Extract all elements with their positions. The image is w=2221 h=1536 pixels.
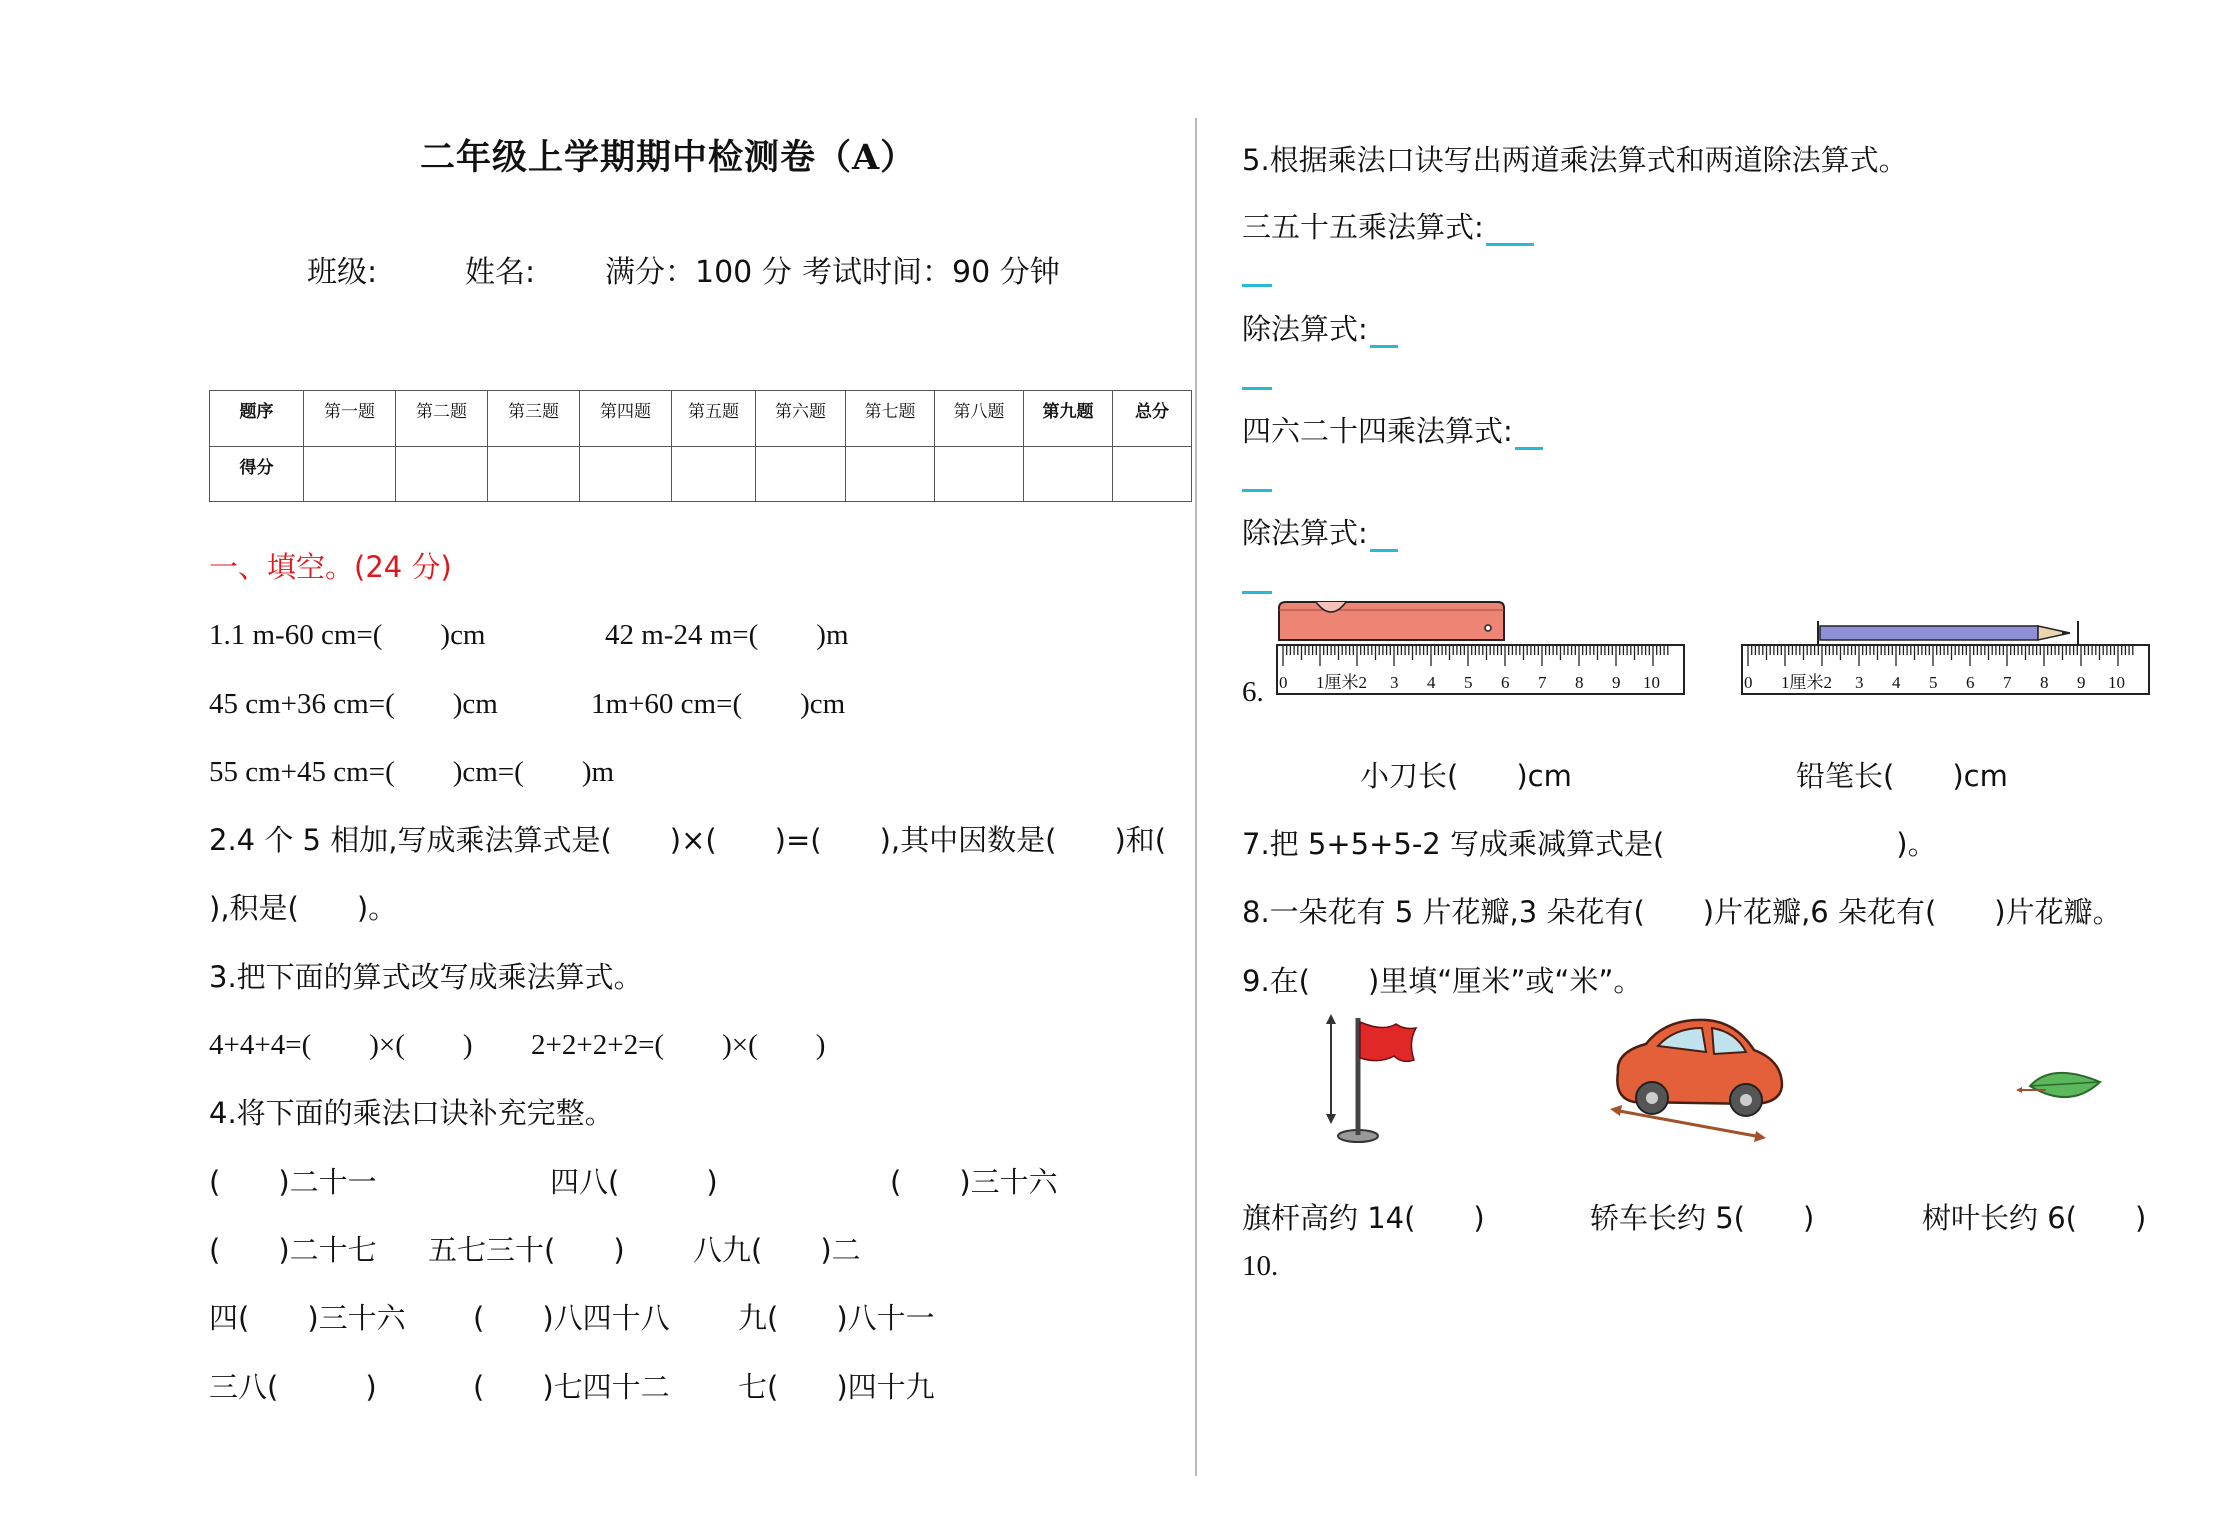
q1-d: 1m+60 cm=( )cm [591, 688, 846, 720]
score-cell[interactable] [756, 447, 846, 502]
score-header-cell: 第六题 [756, 391, 846, 447]
q4-item: ( )八四十八 [473, 1301, 670, 1335]
q4-item: ( )七四十二 [473, 1370, 670, 1404]
q6-number: 6. [1242, 676, 1264, 708]
q3-a: 4+4+4=( )×( ) [209, 1029, 473, 1061]
score-cell[interactable] [396, 447, 488, 502]
ruler-tick-label: 6 [1501, 673, 1510, 692]
score-header-cell: 第八题 [935, 391, 1024, 447]
q5-divide-1 [1242, 307, 1398, 348]
car-label: 轿车长约 5( ) [1590, 1201, 1815, 1235]
score-header-cell: 第一题 [304, 391, 396, 447]
q2-line2: ),积是( )。 [209, 891, 398, 925]
ruler-tick-label: 9 [2077, 673, 2086, 692]
ruler-tick-label: 7 [1538, 673, 1547, 692]
ruler-pencil [1741, 644, 2151, 696]
answer-blank[interactable] [1242, 489, 1272, 492]
score-header-cell: 第五题 [672, 391, 756, 447]
section-heading-fill: 一、填空。(24 分) [209, 550, 452, 584]
q1-c: 45 cm+36 cm=( )cm [209, 688, 498, 720]
page-title: 二年级上学期期中检测卷（A） [420, 137, 917, 178]
ruler-tick-label: 7 [2003, 673, 2012, 692]
car-icon [1606, 1012, 1788, 1144]
ruler-tick-label: 4 [1892, 673, 1901, 692]
q8: 8.一朵花有 5 片花瓣,3 朵花有( )片花瓣,6 朵花有( )片花瓣。 [1242, 895, 2122, 929]
q4-item: 三八( ) [209, 1370, 377, 1404]
score-cell[interactable] [1024, 447, 1113, 502]
q4-item: 八九( )二 [693, 1233, 861, 1267]
q10: 10. [1242, 1250, 1279, 1282]
ruler-tick-label: 5 [1929, 673, 1938, 692]
score-table [209, 390, 1192, 502]
score-cell[interactable] [672, 447, 756, 502]
ruler-tick-label: 0 [1279, 673, 1288, 692]
q3-b: 2+2+2+2=( )×( ) [531, 1029, 826, 1061]
ruler-tick-label: 8 [2040, 673, 2049, 692]
leaf-label: 树叶长约 6( ) [1922, 1201, 2147, 1235]
q1-b: 42 m-24 m=( )m [605, 619, 849, 651]
ruler-tick-label: 0 [1744, 673, 1753, 692]
score-row-label: 得分 [210, 447, 304, 502]
score-header-cell: 第三题 [488, 391, 580, 447]
ruler-tick-label: 9 [1612, 673, 1621, 692]
ruler-tick-label: 1厘米2 [1781, 673, 1832, 692]
q4-item: 七( )四十九 [738, 1370, 935, 1404]
answer-blank[interactable] [1242, 284, 1272, 287]
q4-item: 五七三十( ) [428, 1233, 625, 1267]
ruler-tick-label: 3 [1855, 673, 1864, 692]
leaf-icon [2016, 1060, 2106, 1112]
q5-divide-1-label: 除法算式: [1242, 312, 1368, 346]
q5-multiply-2-label: 四六二十四乘法算式: [1242, 414, 1513, 448]
pencil-icon [1816, 620, 2086, 646]
knife-icon [1276, 600, 1508, 646]
exam-time: 考试时间：90 分钟 [802, 255, 1060, 290]
score-cell[interactable] [304, 447, 396, 502]
score-header-cell: 第七题 [846, 391, 935, 447]
q3-title: 3.把下面的算式改写成乘法算式。 [209, 960, 643, 994]
answer-blank[interactable] [1370, 549, 1398, 552]
q2-line1: 2.4 个 5 相加,写成乘法算式是( )×( )=( ),其中因数是( )和( [209, 823, 1167, 857]
score-cell[interactable] [1113, 447, 1192, 502]
score-header-cell: 第二题 [396, 391, 488, 447]
q5-multiply-1 [1242, 205, 1534, 246]
q4-title: 4.将下面的乘法口诀补充完整。 [209, 1096, 614, 1130]
q4-item: ( )二十一 [209, 1165, 377, 1199]
q5-divide-2-label: 除法算式: [1242, 516, 1368, 550]
column-divider [1195, 118, 1197, 1476]
answer-blank[interactable] [1242, 591, 1272, 594]
q5-divide-2 [1242, 511, 1398, 552]
score-cell[interactable] [846, 447, 935, 502]
full-score: 满分：100 分 [605, 255, 792, 290]
score-cell[interactable] [488, 447, 580, 502]
q1-e: 55 cm+45 cm=( )cm=( )m [209, 756, 615, 788]
ruler-tick-label: 3 [1390, 673, 1399, 692]
ruler-tick-label: 5 [1464, 673, 1473, 692]
q4-item: ( )三十六 [890, 1165, 1058, 1199]
q4-item: 四八( ) [550, 1165, 718, 1199]
ruler-tick-label: 10 [1643, 673, 1660, 692]
flagpole-label: 旗杆高约 14( ) [1242, 1201, 1485, 1235]
ruler-tick-label: 4 [1427, 673, 1436, 692]
q5-multiply-2 [1242, 409, 1543, 450]
q4-item: 九( )八十一 [738, 1301, 935, 1335]
ruler-tick-label: 1厘米2 [1316, 673, 1367, 692]
score-cell[interactable] [580, 447, 672, 502]
answer-blank[interactable] [1515, 447, 1543, 450]
q4-item: 四( )三十六 [209, 1301, 406, 1335]
score-header-cell: 第四题 [580, 391, 672, 447]
ruler-tick-label: 6 [1966, 673, 1975, 692]
answer-blank[interactable] [1486, 243, 1534, 246]
q5-multiply-1-label: 三五十五乘法算式: [1242, 210, 1484, 244]
pencil-length-label: 铅笔长( )cm [1796, 759, 2008, 793]
score-header-cell: 第九题 [1024, 391, 1113, 447]
class-label: 班级: [307, 255, 378, 290]
knife-length-label: 小刀长( )cm [1360, 759, 1572, 793]
q4-item: ( )二十七 [209, 1233, 377, 1267]
ruler-tick-label: 8 [1575, 673, 1584, 692]
score-header-cell: 总分 [1113, 391, 1192, 447]
q9: 9.在( )里填“厘米”或“米”。 [1242, 964, 1643, 998]
q5-title: 5.根据乘法口诀写出两道乘法算式和两道除法算式。 [1242, 143, 1908, 177]
q1-a: 1.1 m-60 cm=( )cm [209, 619, 486, 651]
score-header-cell: 题序 [210, 391, 304, 447]
flagpole-icon [1318, 1010, 1428, 1145]
answer-blank[interactable] [1370, 345, 1398, 348]
ruler-tick-label: 10 [2108, 673, 2125, 692]
ruler-knife [1276, 644, 1686, 696]
q7: 7.把 5+5+5-2 写成乘减算式是( )。 [1242, 827, 1937, 861]
answer-blank[interactable] [1242, 387, 1272, 390]
score-cell[interactable] [935, 447, 1024, 502]
name-label: 姓名: [465, 255, 536, 290]
